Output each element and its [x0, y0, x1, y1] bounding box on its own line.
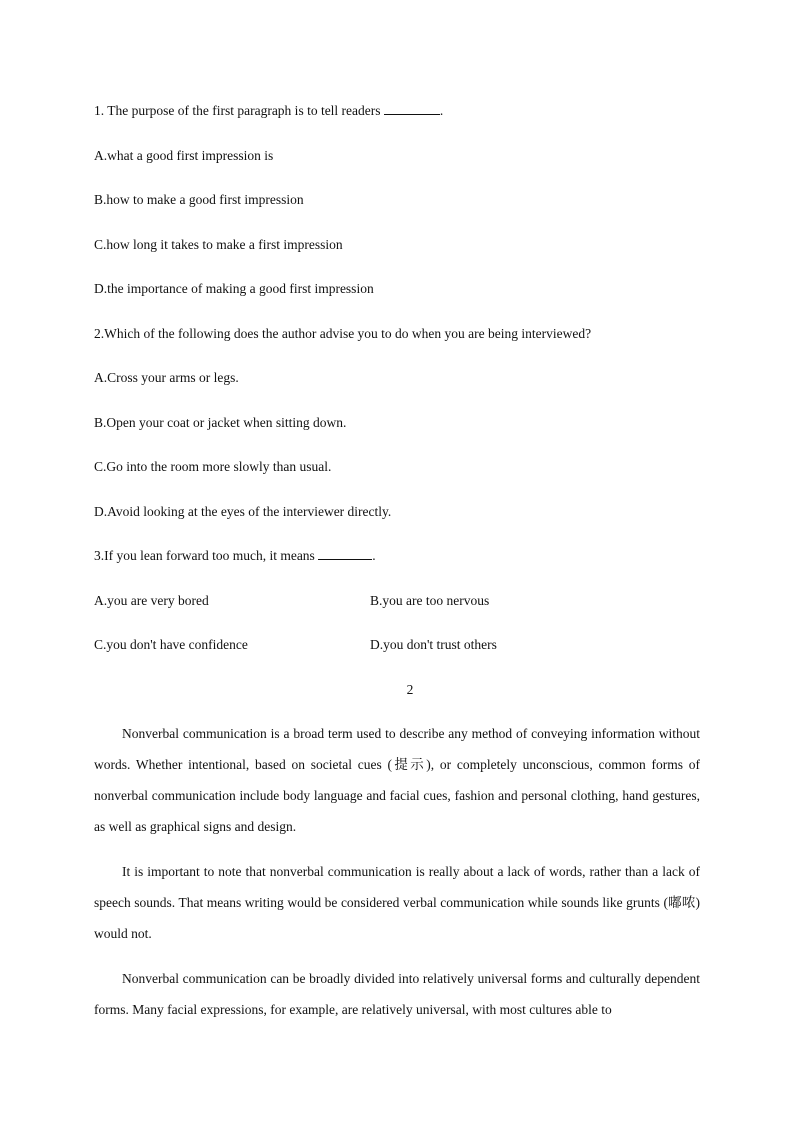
question-2-option-a: A.Cross your arms or legs.: [94, 370, 239, 385]
question-1-option-c: C.how long it takes to make a first impression: [94, 237, 343, 252]
question-2-option-c: C.Go into the room more slowly than usual.: [94, 459, 332, 474]
question-3-option-b: B.you are too nervous: [370, 593, 490, 608]
question-3-stem: [94, 547, 376, 565]
passage-paragraph-2: It is important to note that nonverbal communication is really about a lack of words, rather than a lack of speech sounds. That means writing would be considered verbal communication while sounds like grunts (嘟哝) would not.: [94, 864, 700, 941]
question-3-text: 3.If you lean forward too much, it means: [94, 548, 315, 563]
question-3-end: .: [372, 548, 376, 563]
question-1-option-b: B.how to make a good first impression: [94, 192, 304, 207]
answer-blank: [384, 102, 440, 115]
question-1-text: 1. The purpose of the first paragraph is to tell readers: [94, 103, 381, 118]
question-1-option-a: A.what a good first impression is: [94, 148, 274, 163]
question-3-option-d: D.you don't trust others: [370, 637, 497, 652]
question-3-option-c: C.you don't have confidence: [94, 637, 248, 652]
question-1-stem: [94, 102, 443, 120]
passage-paragraph-3: Nonverbal communication can be broadly divided into relatively universal forms and culturally dependent forms. Many facial expressions, for example, are relatively universal, with most cultures able to: [94, 971, 700, 1017]
section-number: 2: [406, 682, 414, 697]
question-2-option-d: D.Avoid looking at the eyes of the interviewer directly.: [94, 504, 392, 519]
passage-paragraph-1: Nonverbal communication is a broad term used to describe any method of conveying information without words. Whether intentional, based on societal cues (提示), or completely unconscious, common forms of nonverbal communication include body language and facial cues, fashion and personal clothing, hand gestures, as well as graphical signs and design.: [94, 726, 700, 834]
answer-blank: [318, 547, 372, 560]
question-2-option-b: B.Open your coat or jacket when sitting down.: [94, 415, 347, 430]
question-1-end: .: [439, 103, 444, 118]
question-3-option-a: A.you are very bored: [94, 593, 209, 608]
question-2-stem: 2.Which of the following does the author advise you to do when you are being interviewed?: [94, 326, 592, 341]
question-1-option-d: D.the importance of making a good first impression: [94, 281, 374, 296]
